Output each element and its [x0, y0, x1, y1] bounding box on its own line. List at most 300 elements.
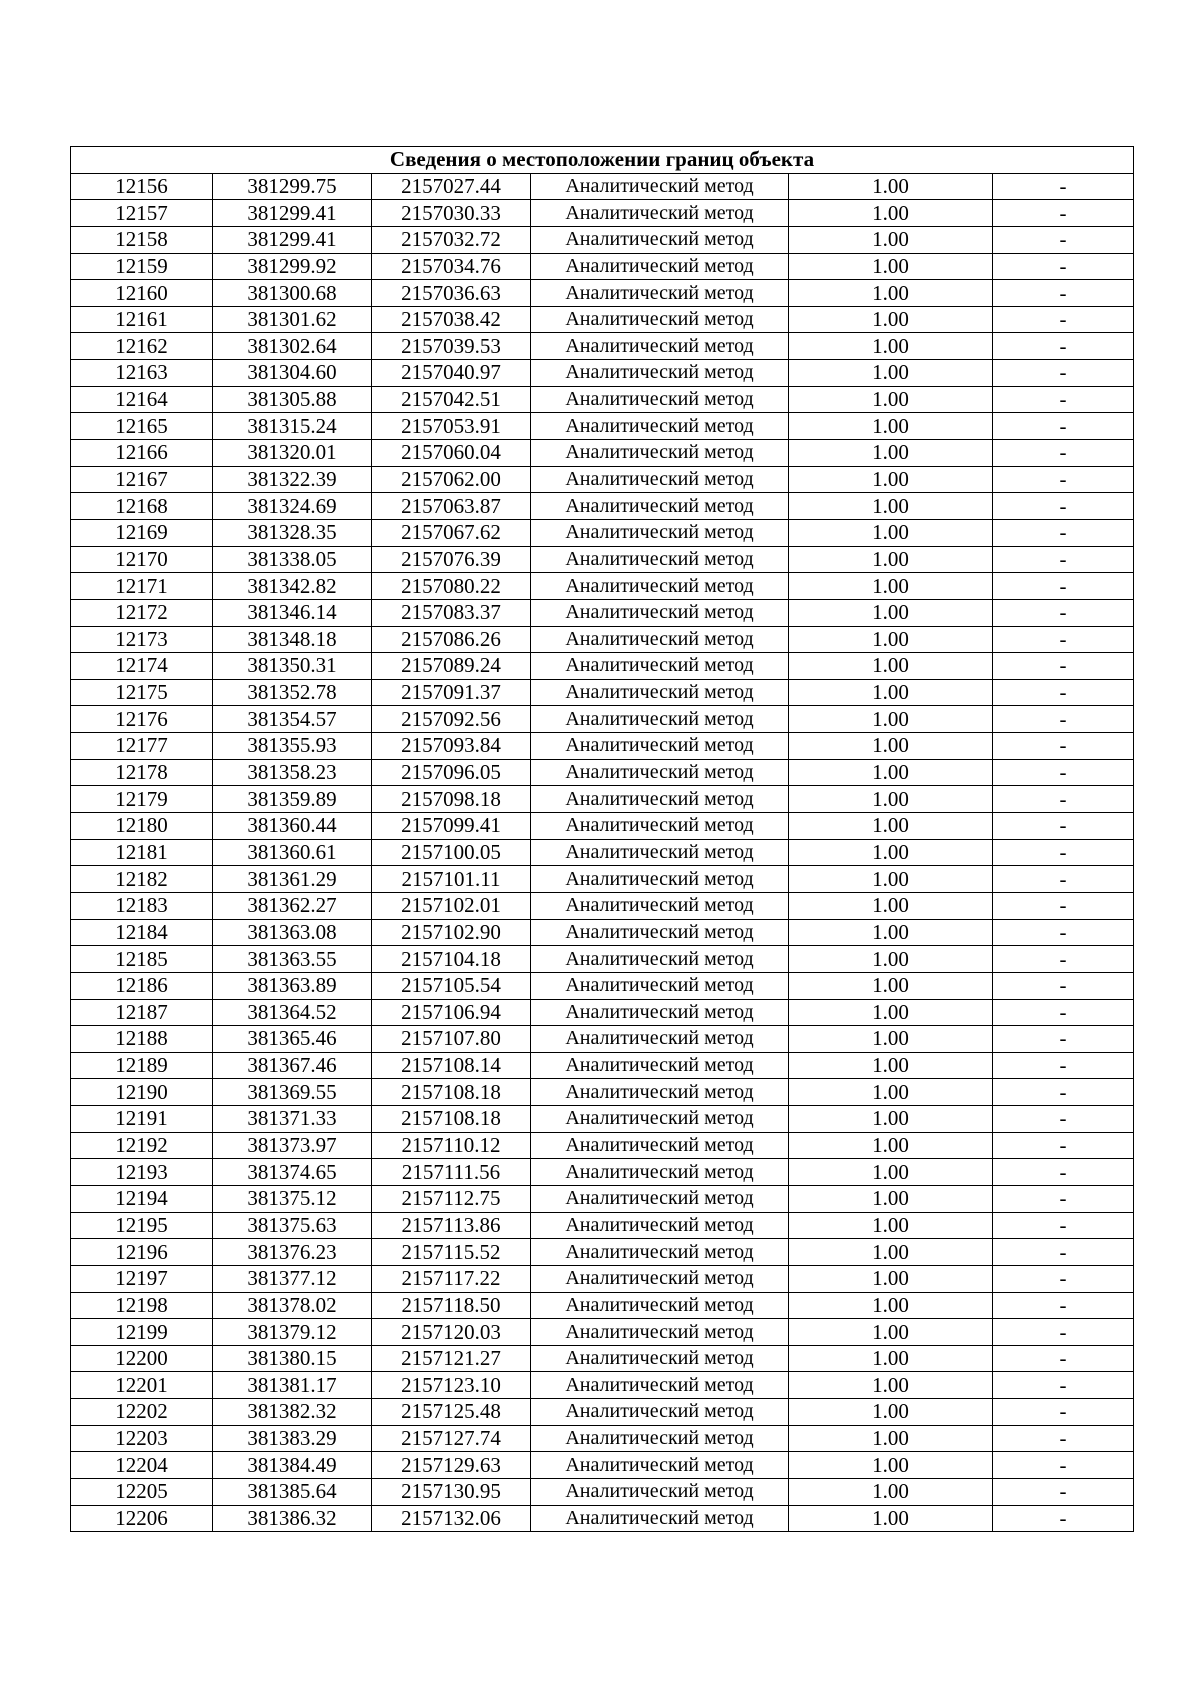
point-number-cell: 12198 — [71, 1292, 213, 1319]
y-coordinate-cell: 2157127.74 — [372, 1425, 531, 1452]
method-cell: Аналитический метод — [531, 839, 789, 866]
table-row — [71, 1106, 1134, 1133]
accuracy-cell: 1.00 — [789, 1479, 993, 1506]
table-title: Сведения о местоположении границ объекта — [71, 147, 1134, 174]
point-number-cell: 12188 — [71, 1026, 213, 1053]
method-cell: Аналитический метод — [531, 386, 789, 413]
point-number-cell: 12196 — [71, 1239, 213, 1266]
accuracy-cell: 1.00 — [789, 1319, 993, 1346]
table-row — [71, 946, 1134, 973]
y-coordinate-cell: 2157063.87 — [372, 493, 531, 520]
point-number-cell: 12206 — [71, 1505, 213, 1532]
y-coordinate-cell: 2157086.26 — [372, 626, 531, 653]
description-cell: - — [993, 173, 1134, 200]
accuracy-cell: 1.00 — [789, 1132, 993, 1159]
point-number-cell: 12170 — [71, 546, 213, 573]
accuracy-cell: 1.00 — [789, 733, 993, 760]
point-number-cell: 12189 — [71, 1052, 213, 1079]
accuracy-cell: 1.00 — [789, 519, 993, 546]
point-number-cell: 12186 — [71, 972, 213, 999]
point-number-cell: 12200 — [71, 1345, 213, 1372]
accuracy-cell: 1.00 — [789, 386, 993, 413]
description-cell: - — [993, 1239, 1134, 1266]
y-coordinate-cell: 2157067.62 — [372, 519, 531, 546]
point-number-cell: 12159 — [71, 253, 213, 280]
description-cell: - — [993, 1026, 1134, 1053]
method-cell: Аналитический метод — [531, 679, 789, 706]
table-row — [71, 386, 1134, 413]
table-row — [71, 999, 1134, 1026]
x-coordinate-cell: 381302.64 — [213, 333, 372, 360]
accuracy-cell: 1.00 — [789, 999, 993, 1026]
y-coordinate-cell: 2157108.18 — [372, 1106, 531, 1133]
x-coordinate-cell: 381300.68 — [213, 280, 372, 307]
accuracy-cell: 1.00 — [789, 866, 993, 893]
point-number-cell: 12176 — [71, 706, 213, 733]
point-number-cell: 12173 — [71, 626, 213, 653]
accuracy-cell: 1.00 — [789, 1079, 993, 1106]
method-cell: Аналитический метод — [531, 440, 789, 467]
table-row — [71, 226, 1134, 253]
accuracy-cell: 1.00 — [789, 413, 993, 440]
x-coordinate-cell: 381299.75 — [213, 173, 372, 200]
point-number-cell: 12175 — [71, 679, 213, 706]
table-row — [71, 493, 1134, 520]
y-coordinate-cell: 2157104.18 — [372, 946, 531, 973]
description-cell: - — [993, 1452, 1134, 1479]
accuracy-cell: 1.00 — [789, 466, 993, 493]
y-coordinate-cell: 2157038.42 — [372, 306, 531, 333]
table-row — [71, 1372, 1134, 1399]
table-row — [71, 1505, 1134, 1532]
x-coordinate-cell: 381305.88 — [213, 386, 372, 413]
accuracy-cell: 1.00 — [789, 1505, 993, 1532]
table-row — [71, 360, 1134, 387]
accuracy-cell: 1.00 — [789, 972, 993, 999]
point-number-cell: 12156 — [71, 173, 213, 200]
method-cell: Аналитический метод — [531, 413, 789, 440]
y-coordinate-cell: 2157106.94 — [372, 999, 531, 1026]
table-row — [71, 1052, 1134, 1079]
description-cell: - — [993, 866, 1134, 893]
method-cell: Аналитический метод — [531, 1159, 789, 1186]
y-coordinate-cell: 2157132.06 — [372, 1505, 531, 1532]
method-cell: Аналитический метод — [531, 1399, 789, 1426]
table-row — [71, 413, 1134, 440]
point-number-cell: 12181 — [71, 839, 213, 866]
description-cell: - — [993, 759, 1134, 786]
y-coordinate-cell: 2157117.22 — [372, 1265, 531, 1292]
accuracy-cell: 1.00 — [789, 653, 993, 680]
x-coordinate-cell: 381352.78 — [213, 679, 372, 706]
method-cell: Аналитический метод — [531, 1026, 789, 1053]
y-coordinate-cell: 2157129.63 — [372, 1452, 531, 1479]
method-cell: Аналитический метод — [531, 1132, 789, 1159]
method-cell: Аналитический метод — [531, 1292, 789, 1319]
accuracy-cell: 1.00 — [789, 839, 993, 866]
description-cell: - — [993, 200, 1134, 227]
point-number-cell: 12161 — [71, 306, 213, 333]
boundary-table — [70, 146, 1134, 1532]
method-cell: Аналитический метод — [531, 599, 789, 626]
accuracy-cell: 1.00 — [789, 253, 993, 280]
x-coordinate-cell: 381301.62 — [213, 306, 372, 333]
method-cell: Аналитический метод — [531, 759, 789, 786]
description-cell: - — [993, 839, 1134, 866]
method-cell: Аналитический метод — [531, 813, 789, 840]
description-cell: - — [993, 946, 1134, 973]
x-coordinate-cell: 381363.55 — [213, 946, 372, 973]
accuracy-cell: 1.00 — [789, 306, 993, 333]
y-coordinate-cell: 2157092.56 — [372, 706, 531, 733]
accuracy-cell: 1.00 — [789, 1452, 993, 1479]
y-coordinate-cell: 2157111.56 — [372, 1159, 531, 1186]
table-row — [71, 1425, 1134, 1452]
accuracy-cell: 1.00 — [789, 200, 993, 227]
y-coordinate-cell: 2157032.72 — [372, 226, 531, 253]
x-coordinate-cell: 381367.46 — [213, 1052, 372, 1079]
accuracy-cell: 1.00 — [789, 280, 993, 307]
point-number-cell: 12203 — [71, 1425, 213, 1452]
method-cell: Аналитический метод — [531, 1106, 789, 1133]
description-cell: - — [993, 919, 1134, 946]
accuracy-cell: 1.00 — [789, 1239, 993, 1266]
method-cell: Аналитический метод — [531, 1505, 789, 1532]
y-coordinate-cell: 2157108.14 — [372, 1052, 531, 1079]
method-cell: Аналитический метод — [531, 1452, 789, 1479]
method-cell: Аналитический метод — [531, 253, 789, 280]
x-coordinate-cell: 381358.23 — [213, 759, 372, 786]
y-coordinate-cell: 2157100.05 — [372, 839, 531, 866]
table-row — [71, 1079, 1134, 1106]
point-number-cell: 12184 — [71, 919, 213, 946]
accuracy-cell: 1.00 — [789, 1265, 993, 1292]
y-coordinate-cell: 2157089.24 — [372, 653, 531, 680]
description-cell: - — [993, 333, 1134, 360]
table-row — [71, 759, 1134, 786]
point-number-cell: 12162 — [71, 333, 213, 360]
table-row — [71, 626, 1134, 653]
method-cell: Аналитический метод — [531, 1185, 789, 1212]
x-coordinate-cell: 381355.93 — [213, 733, 372, 760]
point-number-cell: 12197 — [71, 1265, 213, 1292]
x-coordinate-cell: 381359.89 — [213, 786, 372, 813]
table-row — [71, 786, 1134, 813]
x-coordinate-cell: 381381.17 — [213, 1372, 372, 1399]
method-cell: Аналитический метод — [531, 866, 789, 893]
point-number-cell: 12167 — [71, 466, 213, 493]
x-coordinate-cell: 381320.01 — [213, 440, 372, 467]
method-cell: Аналитический метод — [531, 626, 789, 653]
point-number-cell: 12164 — [71, 386, 213, 413]
method-cell: Аналитический метод — [531, 200, 789, 227]
accuracy-cell: 1.00 — [789, 573, 993, 600]
description-cell: - — [993, 1212, 1134, 1239]
description-cell: - — [993, 1079, 1134, 1106]
description-cell: - — [993, 546, 1134, 573]
x-coordinate-cell: 381380.15 — [213, 1345, 372, 1372]
point-number-cell: 12163 — [71, 360, 213, 387]
method-cell: Аналитический метод — [531, 1079, 789, 1106]
point-number-cell: 12169 — [71, 519, 213, 546]
y-coordinate-cell: 2157102.90 — [372, 919, 531, 946]
method-cell: Аналитический метод — [531, 226, 789, 253]
table-row — [71, 173, 1134, 200]
y-coordinate-cell: 2157027.44 — [372, 173, 531, 200]
description-cell: - — [993, 360, 1134, 387]
point-number-cell: 12172 — [71, 599, 213, 626]
description-cell: - — [993, 1399, 1134, 1426]
point-number-cell: 12191 — [71, 1106, 213, 1133]
x-coordinate-cell: 381299.41 — [213, 200, 372, 227]
point-number-cell: 12187 — [71, 999, 213, 1026]
accuracy-cell: 1.00 — [789, 440, 993, 467]
method-cell: Аналитический метод — [531, 706, 789, 733]
y-coordinate-cell: 2157076.39 — [372, 546, 531, 573]
accuracy-cell: 1.00 — [789, 546, 993, 573]
x-coordinate-cell: 381315.24 — [213, 413, 372, 440]
point-number-cell: 12174 — [71, 653, 213, 680]
description-cell: - — [993, 1425, 1134, 1452]
description-cell: - — [993, 1185, 1134, 1212]
description-cell: - — [993, 626, 1134, 653]
x-coordinate-cell: 381375.12 — [213, 1185, 372, 1212]
point-number-cell: 12177 — [71, 733, 213, 760]
description-cell: - — [993, 413, 1134, 440]
y-coordinate-cell: 2157093.84 — [372, 733, 531, 760]
table-row — [71, 679, 1134, 706]
description-cell: - — [993, 306, 1134, 333]
x-coordinate-cell: 381324.69 — [213, 493, 372, 520]
description-cell: - — [993, 440, 1134, 467]
method-cell: Аналитический метод — [531, 1372, 789, 1399]
y-coordinate-cell: 2157062.00 — [372, 466, 531, 493]
description-cell: - — [993, 786, 1134, 813]
point-number-cell: 12168 — [71, 493, 213, 520]
accuracy-cell: 1.00 — [789, 946, 993, 973]
table-row — [71, 733, 1134, 760]
table-row — [71, 599, 1134, 626]
x-coordinate-cell: 381384.49 — [213, 1452, 372, 1479]
x-coordinate-cell: 381374.65 — [213, 1159, 372, 1186]
y-coordinate-cell: 2157099.41 — [372, 813, 531, 840]
description-cell: - — [993, 1159, 1134, 1186]
point-number-cell: 12157 — [71, 200, 213, 227]
table-row — [71, 440, 1134, 467]
method-cell: Аналитический метод — [531, 173, 789, 200]
x-coordinate-cell: 381385.64 — [213, 1479, 372, 1506]
point-number-cell: 12190 — [71, 1079, 213, 1106]
description-cell: - — [993, 1345, 1134, 1372]
y-coordinate-cell: 2157030.33 — [372, 200, 531, 227]
point-number-cell: 12205 — [71, 1479, 213, 1506]
method-cell: Аналитический метод — [531, 493, 789, 520]
method-cell: Аналитический метод — [531, 946, 789, 973]
description-cell: - — [993, 706, 1134, 733]
table-row — [71, 813, 1134, 840]
description-cell: - — [993, 1319, 1134, 1346]
x-coordinate-cell: 381338.05 — [213, 546, 372, 573]
y-coordinate-cell: 2157098.18 — [372, 786, 531, 813]
y-coordinate-cell: 2157040.97 — [372, 360, 531, 387]
y-coordinate-cell: 2157110.12 — [372, 1132, 531, 1159]
table-row — [71, 466, 1134, 493]
accuracy-cell: 1.00 — [789, 1425, 993, 1452]
x-coordinate-cell: 381360.61 — [213, 839, 372, 866]
description-cell: - — [993, 466, 1134, 493]
x-coordinate-cell: 381376.23 — [213, 1239, 372, 1266]
table-row — [71, 1479, 1134, 1506]
y-coordinate-cell: 2157083.37 — [372, 599, 531, 626]
y-coordinate-cell: 2157096.05 — [372, 759, 531, 786]
y-coordinate-cell: 2157107.80 — [372, 1026, 531, 1053]
description-cell: - — [993, 1265, 1134, 1292]
x-coordinate-cell: 381362.27 — [213, 892, 372, 919]
accuracy-cell: 1.00 — [789, 226, 993, 253]
method-cell: Аналитический метод — [531, 466, 789, 493]
method-cell: Аналитический метод — [531, 333, 789, 360]
accuracy-cell: 1.00 — [789, 1292, 993, 1319]
method-cell: Аналитический метод — [531, 786, 789, 813]
x-coordinate-cell: 381354.57 — [213, 706, 372, 733]
y-coordinate-cell: 2157108.18 — [372, 1079, 531, 1106]
x-coordinate-cell: 381383.29 — [213, 1425, 372, 1452]
method-cell: Аналитический метод — [531, 1425, 789, 1452]
x-coordinate-cell: 381360.44 — [213, 813, 372, 840]
accuracy-cell: 1.00 — [789, 679, 993, 706]
table-row — [71, 253, 1134, 280]
point-number-cell: 12180 — [71, 813, 213, 840]
x-coordinate-cell: 381322.39 — [213, 466, 372, 493]
y-coordinate-cell: 2157121.27 — [372, 1345, 531, 1372]
table-row — [71, 972, 1134, 999]
method-cell: Аналитический метод — [531, 1265, 789, 1292]
method-cell: Аналитический метод — [531, 573, 789, 600]
y-coordinate-cell: 2157105.54 — [372, 972, 531, 999]
method-cell: Аналитический метод — [531, 546, 789, 573]
table-row — [71, 653, 1134, 680]
y-coordinate-cell: 2157036.63 — [372, 280, 531, 307]
method-cell: Аналитический метод — [531, 972, 789, 999]
description-cell: - — [993, 1479, 1134, 1506]
point-number-cell: 12195 — [71, 1212, 213, 1239]
point-number-cell: 12199 — [71, 1319, 213, 1346]
y-coordinate-cell: 2157053.91 — [372, 413, 531, 440]
table-row — [71, 1452, 1134, 1479]
point-number-cell: 12166 — [71, 440, 213, 467]
table-row — [71, 1345, 1134, 1372]
accuracy-cell: 1.00 — [789, 1212, 993, 1239]
y-coordinate-cell: 2157113.86 — [372, 1212, 531, 1239]
description-cell: - — [993, 1372, 1134, 1399]
table-title-row — [71, 147, 1134, 174]
accuracy-cell: 1.00 — [789, 493, 993, 520]
accuracy-cell: 1.00 — [789, 1345, 993, 1372]
table-row — [71, 839, 1134, 866]
table-row — [71, 1319, 1134, 1346]
description-cell: - — [993, 679, 1134, 706]
description-cell: - — [993, 733, 1134, 760]
point-number-cell: 12201 — [71, 1372, 213, 1399]
accuracy-cell: 1.00 — [789, 813, 993, 840]
accuracy-cell: 1.00 — [789, 173, 993, 200]
accuracy-cell: 1.00 — [789, 919, 993, 946]
table-row — [71, 1399, 1134, 1426]
y-coordinate-cell: 2157112.75 — [372, 1185, 531, 1212]
description-cell: - — [993, 599, 1134, 626]
method-cell: Аналитический метод — [531, 1239, 789, 1266]
x-coordinate-cell: 381365.46 — [213, 1026, 372, 1053]
y-coordinate-cell: 2157125.48 — [372, 1399, 531, 1426]
method-cell: Аналитический метод — [531, 1479, 789, 1506]
accuracy-cell: 1.00 — [789, 706, 993, 733]
point-number-cell: 12185 — [71, 946, 213, 973]
method-cell: Аналитический метод — [531, 733, 789, 760]
point-number-cell: 12158 — [71, 226, 213, 253]
point-number-cell: 12192 — [71, 1132, 213, 1159]
point-number-cell: 12165 — [71, 413, 213, 440]
y-coordinate-cell: 2157102.01 — [372, 892, 531, 919]
table-row — [71, 546, 1134, 573]
accuracy-cell: 1.00 — [789, 759, 993, 786]
accuracy-cell: 1.00 — [789, 1159, 993, 1186]
method-cell: Аналитический метод — [531, 892, 789, 919]
description-cell: - — [993, 1292, 1134, 1319]
description-cell: - — [993, 253, 1134, 280]
description-cell: - — [993, 226, 1134, 253]
method-cell: Аналитический метод — [531, 1319, 789, 1346]
accuracy-cell: 1.00 — [789, 333, 993, 360]
description-cell: - — [993, 386, 1134, 413]
accuracy-cell: 1.00 — [789, 1372, 993, 1399]
table-row — [71, 1159, 1134, 1186]
description-cell: - — [993, 573, 1134, 600]
table-row — [71, 1026, 1134, 1053]
accuracy-cell: 1.00 — [789, 1399, 993, 1426]
table-body — [71, 173, 1134, 1532]
description-cell: - — [993, 1505, 1134, 1532]
table-row — [71, 200, 1134, 227]
accuracy-cell: 1.00 — [789, 360, 993, 387]
method-cell: Аналитический метод — [531, 1212, 789, 1239]
x-coordinate-cell: 381382.32 — [213, 1399, 372, 1426]
x-coordinate-cell: 381363.89 — [213, 972, 372, 999]
accuracy-cell: 1.00 — [789, 1052, 993, 1079]
x-coordinate-cell: 381363.08 — [213, 919, 372, 946]
accuracy-cell: 1.00 — [789, 1026, 993, 1053]
x-coordinate-cell: 381350.31 — [213, 653, 372, 680]
table-row — [71, 1292, 1134, 1319]
x-coordinate-cell: 381299.41 — [213, 226, 372, 253]
method-cell: Аналитический метод — [531, 519, 789, 546]
x-coordinate-cell: 381348.18 — [213, 626, 372, 653]
accuracy-cell: 1.00 — [789, 892, 993, 919]
accuracy-cell: 1.00 — [789, 626, 993, 653]
x-coordinate-cell: 381373.97 — [213, 1132, 372, 1159]
point-number-cell: 12178 — [71, 759, 213, 786]
x-coordinate-cell: 381371.33 — [213, 1106, 372, 1133]
y-coordinate-cell: 2157091.37 — [372, 679, 531, 706]
table-row — [71, 919, 1134, 946]
point-number-cell: 12202 — [71, 1399, 213, 1426]
description-cell: - — [993, 972, 1134, 999]
y-coordinate-cell: 2157080.22 — [372, 573, 531, 600]
description-cell: - — [993, 1106, 1134, 1133]
y-coordinate-cell: 2157060.04 — [372, 440, 531, 467]
x-coordinate-cell: 381378.02 — [213, 1292, 372, 1319]
table-row — [71, 519, 1134, 546]
accuracy-cell: 1.00 — [789, 599, 993, 626]
